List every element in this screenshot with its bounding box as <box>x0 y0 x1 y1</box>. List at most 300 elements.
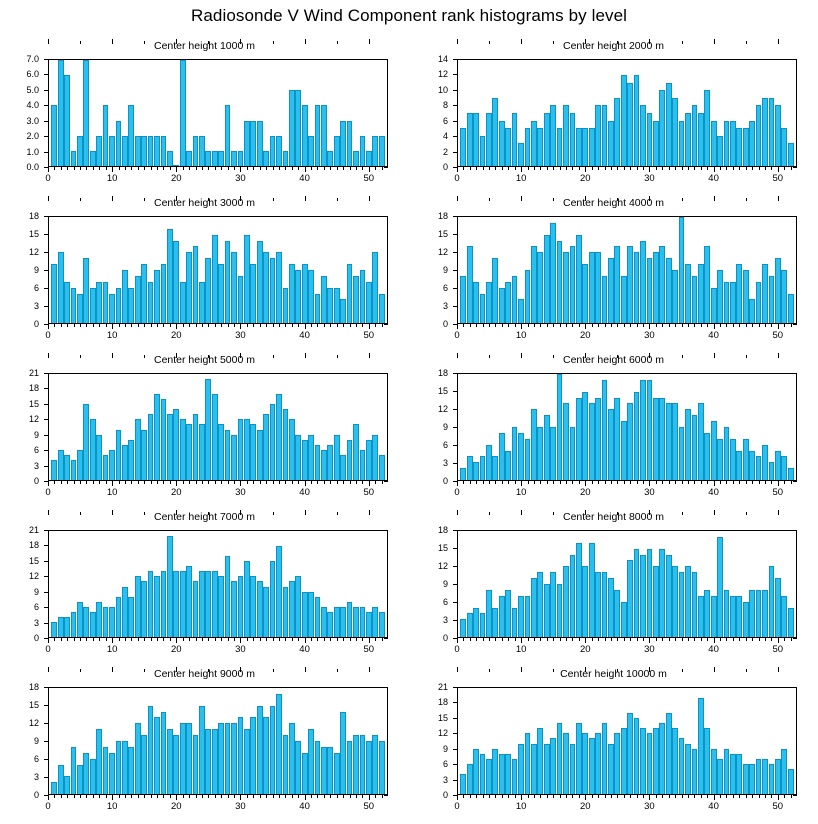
x-tick-top <box>240 667 241 672</box>
bar <box>173 241 179 323</box>
chart-panel <box>409 193 818 350</box>
x-tick-minor <box>463 795 464 798</box>
x-tick-minor <box>382 167 383 170</box>
bar <box>467 613 473 637</box>
bar <box>231 435 237 480</box>
bar <box>589 403 595 480</box>
y-tick-label: 12 <box>437 69 448 80</box>
x-tick-minor <box>350 795 351 798</box>
bar <box>244 121 250 166</box>
x-tick-minor <box>163 481 164 484</box>
bar <box>647 380 653 480</box>
x-tick-top <box>48 510 49 515</box>
bar <box>724 427 730 480</box>
bar <box>640 555 646 637</box>
bar <box>679 738 685 794</box>
x-tick-top <box>337 198 338 201</box>
x-tick-minor <box>598 638 599 641</box>
x-tick-major <box>369 638 370 643</box>
x-tick-minor <box>183 638 184 641</box>
bar <box>109 136 115 166</box>
x-tick-minor <box>694 324 695 327</box>
x-tick-minor <box>106 324 107 327</box>
x-tick-minor <box>495 638 496 641</box>
bar <box>634 549 640 637</box>
x-tick-minor <box>266 167 267 170</box>
y-tick-label: 4.0 <box>26 100 39 111</box>
x-tick-top <box>746 512 747 515</box>
bar <box>212 571 218 637</box>
x-tick-minor <box>592 481 593 484</box>
x-tick-major <box>585 167 586 172</box>
bar <box>180 571 186 637</box>
x-tick-minor <box>746 324 747 327</box>
x-tick-minor <box>669 638 670 641</box>
y-axis <box>0 368 44 486</box>
x-tick-minor <box>74 324 75 327</box>
bar <box>775 759 781 794</box>
bar <box>302 264 308 323</box>
x-tick-minor <box>572 167 573 170</box>
bar <box>679 572 685 637</box>
bar <box>679 427 685 480</box>
bar <box>270 258 276 323</box>
x-tick-minor <box>560 324 561 327</box>
bar <box>518 433 524 480</box>
x-tick-top <box>682 41 683 44</box>
x-tick-minor <box>534 481 535 484</box>
bar <box>666 258 672 323</box>
panel-title: Center height 4000 m <box>563 197 664 209</box>
x-tick-minor <box>476 324 477 327</box>
x-tick-minor <box>592 324 593 327</box>
bar <box>64 776 70 794</box>
bar <box>467 456 473 480</box>
x-tick-top <box>649 510 650 515</box>
x-tick-minor <box>61 795 62 798</box>
bar <box>537 128 543 166</box>
y-tick-label: 1.0 <box>26 146 39 157</box>
bar <box>263 151 269 166</box>
bar <box>711 749 717 794</box>
x-tick-minor <box>791 795 792 798</box>
bar <box>302 753 308 794</box>
x-tick-major <box>585 795 586 800</box>
x-tick-minor <box>80 324 81 327</box>
x-tick-minor <box>566 638 567 641</box>
bar <box>640 728 646 794</box>
x-tick-top <box>521 510 522 515</box>
bar <box>193 581 199 637</box>
bar <box>505 282 511 323</box>
bar <box>347 741 353 794</box>
x-tick-minor <box>733 481 734 484</box>
bar <box>736 264 742 323</box>
x-tick-minor <box>196 795 197 798</box>
bar <box>64 282 70 323</box>
chart-panel <box>0 36 409 193</box>
bar <box>276 546 282 637</box>
x-tick-minor <box>605 795 606 798</box>
bar <box>77 450 83 480</box>
bar <box>315 597 321 637</box>
bar <box>372 607 378 637</box>
bar <box>327 288 333 323</box>
x-tick-top <box>714 667 715 672</box>
x-tick-minor <box>579 795 580 798</box>
bar <box>544 744 550 794</box>
y-tick-label: 0 <box>442 790 448 800</box>
x-tick-major <box>176 481 177 486</box>
x-tick-minor <box>54 324 55 327</box>
x-tick-major <box>649 638 650 643</box>
bar <box>640 241 646 323</box>
x-tick-minor <box>746 167 747 170</box>
x-tick-top <box>240 39 241 44</box>
x-tick-major <box>112 167 113 172</box>
x-tick-minor <box>547 324 548 327</box>
x-tick-minor <box>99 795 100 798</box>
x-tick-major <box>240 795 241 800</box>
bar <box>608 744 614 794</box>
bar <box>499 433 505 480</box>
bar <box>238 717 244 794</box>
bar <box>289 723 295 794</box>
bar <box>627 83 633 166</box>
bar <box>570 427 576 480</box>
bar <box>486 759 492 794</box>
x-tick-minor <box>356 481 357 484</box>
x-tick-label: 50 <box>772 801 784 812</box>
bar <box>231 723 237 794</box>
bar <box>379 294 385 323</box>
x-tick-minor <box>138 638 139 641</box>
x-tick-minor <box>343 167 344 170</box>
x-tick-top <box>337 355 338 358</box>
x-tick-major <box>778 167 779 172</box>
panel-title: Center height 2000 m <box>563 40 664 52</box>
x-tick-major <box>714 481 715 486</box>
x-tick-minor <box>189 167 190 170</box>
x-tick-major <box>112 638 113 643</box>
plot-area <box>457 530 797 638</box>
x-tick-major <box>305 638 306 643</box>
y-tick-label: 15 <box>28 700 39 710</box>
x-tick-top <box>48 196 49 201</box>
bar <box>360 270 366 323</box>
x-tick-minor <box>74 167 75 170</box>
x-tick-minor <box>285 324 286 327</box>
y-tick-label: 3 <box>33 301 39 311</box>
x-tick-minor <box>463 324 464 327</box>
bar <box>379 455 385 480</box>
bar <box>141 264 147 323</box>
bar <box>372 136 378 166</box>
x-tick-label: 0 <box>45 644 51 655</box>
bar <box>148 282 154 323</box>
bar <box>614 590 620 637</box>
x-tick-top <box>457 510 458 515</box>
x-tick-top <box>585 667 586 672</box>
x-tick-label: 10 <box>515 644 527 655</box>
bar <box>154 270 160 323</box>
bar <box>711 288 717 323</box>
x-tick-minor <box>483 324 484 327</box>
x-axis <box>45 795 388 815</box>
x-tick-label: 40 <box>299 644 310 655</box>
x-tick-minor <box>131 167 132 170</box>
x-tick-top <box>144 198 145 201</box>
bar <box>83 60 89 166</box>
x-tick-minor <box>337 795 338 798</box>
bar <box>679 217 685 323</box>
x-tick-top <box>746 198 747 201</box>
x-tick-minor <box>489 795 490 798</box>
x-tick-minor <box>144 481 145 484</box>
x-tick-top <box>305 510 306 515</box>
x-tick-minor <box>733 638 734 641</box>
plot-area <box>457 687 797 795</box>
bar <box>486 445 492 480</box>
bar <box>614 398 620 480</box>
x-tick-minor <box>566 167 567 170</box>
x-tick-minor <box>720 795 721 798</box>
bar <box>480 136 486 166</box>
x-tick-minor <box>279 795 280 798</box>
bar <box>77 602 83 637</box>
x-tick-minor <box>540 167 541 170</box>
bar <box>83 258 89 323</box>
bar <box>360 607 366 637</box>
x-tick-top <box>208 198 209 201</box>
bar <box>608 121 614 166</box>
bar <box>321 276 327 323</box>
x-tick-minor <box>86 795 87 798</box>
bar <box>550 105 556 166</box>
bar <box>781 456 787 480</box>
bar <box>315 294 321 323</box>
bar <box>347 264 353 323</box>
x-tick-top <box>176 196 177 201</box>
x-tick-major <box>48 167 49 172</box>
bar <box>743 439 749 480</box>
x-tick-major <box>778 638 779 643</box>
x-tick-minor <box>106 481 107 484</box>
x-tick-minor <box>285 167 286 170</box>
bar <box>83 753 89 794</box>
x-tick-minor <box>189 638 190 641</box>
bar <box>276 394 282 480</box>
x-tick-minor <box>701 324 702 327</box>
bar <box>366 612 372 637</box>
x-tick-minor <box>515 481 516 484</box>
x-tick-major <box>521 324 522 329</box>
x-tick-minor <box>80 795 81 798</box>
x-tick-minor <box>662 795 663 798</box>
x-tick-minor <box>343 481 344 484</box>
x-tick-top <box>682 669 683 672</box>
bar <box>640 380 646 480</box>
x-tick-minor <box>502 481 503 484</box>
x-tick-minor <box>99 167 100 170</box>
bar <box>250 576 256 637</box>
x-tick-minor <box>617 795 618 798</box>
page-title: Radiosonde V Wind Component rank histograms by level <box>190 6 628 25</box>
y-tick-label: 7.0 <box>26 54 39 64</box>
x-tick-top <box>273 512 274 515</box>
bar <box>257 121 263 166</box>
x-tick-top <box>176 667 177 672</box>
x-tick-major <box>305 481 306 486</box>
x-tick-minor <box>688 167 689 170</box>
x-tick-label: 0 <box>454 330 460 341</box>
x-tick-minor <box>80 638 81 641</box>
bar <box>492 98 498 166</box>
x-tick-minor <box>170 638 171 641</box>
bar <box>109 450 115 480</box>
bar <box>563 403 569 480</box>
bar <box>653 566 659 637</box>
bar <box>743 128 749 166</box>
x-tick-minor <box>540 795 541 798</box>
bar <box>788 608 794 637</box>
x-tick-minor <box>151 481 152 484</box>
bar <box>186 151 192 166</box>
bar <box>96 435 102 480</box>
bar-series <box>458 374 796 480</box>
x-tick-label: 50 <box>772 173 784 184</box>
bar <box>372 435 378 480</box>
bar <box>334 435 340 480</box>
x-tick-minor <box>560 795 561 798</box>
bar <box>582 392 588 480</box>
x-tick-label: 20 <box>171 173 182 184</box>
x-tick-minor <box>617 638 618 641</box>
x-tick-minor <box>215 167 216 170</box>
x-tick-minor <box>170 167 171 170</box>
x-tick-minor <box>540 324 541 327</box>
bar <box>666 403 672 480</box>
bar <box>173 165 179 166</box>
x-tick-top <box>240 353 241 358</box>
x-tick-minor <box>598 795 599 798</box>
x-axis <box>45 167 388 187</box>
bar <box>379 612 385 637</box>
y-tick-label: 21 <box>437 682 448 692</box>
x-tick-minor <box>495 795 496 798</box>
y-axis <box>0 682 44 800</box>
bar <box>154 717 160 794</box>
x-tick-minor <box>202 167 203 170</box>
bar <box>602 276 608 323</box>
x-tick-minor <box>382 795 383 798</box>
x-tick-minor <box>592 638 593 641</box>
x-tick-minor <box>547 638 548 641</box>
y-tick-label: 6 <box>33 754 39 764</box>
bar <box>231 151 237 166</box>
x-tick-minor <box>669 324 670 327</box>
bar <box>589 252 595 323</box>
y-tick-label: 8 <box>442 100 448 111</box>
x-tick-label: 0 <box>45 801 51 812</box>
x-tick-minor <box>611 167 612 170</box>
x-tick-minor <box>292 481 293 484</box>
bar <box>518 744 524 794</box>
bar <box>582 128 588 166</box>
bar <box>205 379 211 480</box>
bar <box>366 282 372 323</box>
x-tick-top <box>714 353 715 358</box>
x-tick-major <box>176 324 177 329</box>
bar <box>756 282 762 323</box>
bar <box>473 749 479 794</box>
bar <box>717 136 723 166</box>
x-tick-label: 40 <box>708 487 719 498</box>
x-tick-minor <box>489 481 490 484</box>
x-tick-minor <box>279 324 280 327</box>
x-tick-minor <box>540 481 541 484</box>
y-tick-label: 15 <box>28 398 39 409</box>
x-tick-top <box>80 198 81 201</box>
bar <box>199 706 205 794</box>
x-tick-top <box>208 355 209 358</box>
bar <box>724 121 730 166</box>
x-tick-minor <box>579 324 580 327</box>
bar <box>186 723 192 794</box>
x-tick-minor <box>701 638 702 641</box>
x-tick-minor <box>508 167 509 170</box>
x-tick-top <box>714 196 715 201</box>
x-tick-top <box>585 353 586 358</box>
x-tick-minor <box>350 324 351 327</box>
bar <box>666 555 672 637</box>
y-tick-label: 5.0 <box>26 84 39 95</box>
bar <box>762 264 768 323</box>
x-tick-minor <box>617 167 618 170</box>
bar <box>238 419 244 480</box>
x-tick-minor <box>67 324 68 327</box>
x-axis <box>454 324 797 344</box>
y-tick-label: 12 <box>28 414 39 425</box>
x-tick-minor <box>144 324 145 327</box>
bar <box>769 566 775 637</box>
bar <box>128 747 134 794</box>
bar <box>180 282 186 323</box>
bar <box>205 729 211 794</box>
bar <box>589 543 595 637</box>
x-tick-minor <box>67 167 68 170</box>
x-tick-top <box>553 41 554 44</box>
x-tick-minor <box>298 167 299 170</box>
bar <box>730 754 736 794</box>
x-tick-top <box>176 353 177 358</box>
x-tick-minor <box>157 795 158 798</box>
bar <box>788 769 794 794</box>
bar <box>698 264 704 323</box>
y-tick-label: 9 <box>33 265 39 275</box>
x-tick-label: 20 <box>580 801 591 812</box>
bar <box>537 252 543 323</box>
bar <box>148 706 154 794</box>
bar <box>505 451 511 480</box>
bar <box>308 729 314 794</box>
x-tick-minor <box>579 167 580 170</box>
bar <box>749 764 755 794</box>
bar <box>582 733 588 794</box>
bar <box>621 602 627 637</box>
bar <box>116 121 122 166</box>
x-tick-minor <box>605 481 606 484</box>
